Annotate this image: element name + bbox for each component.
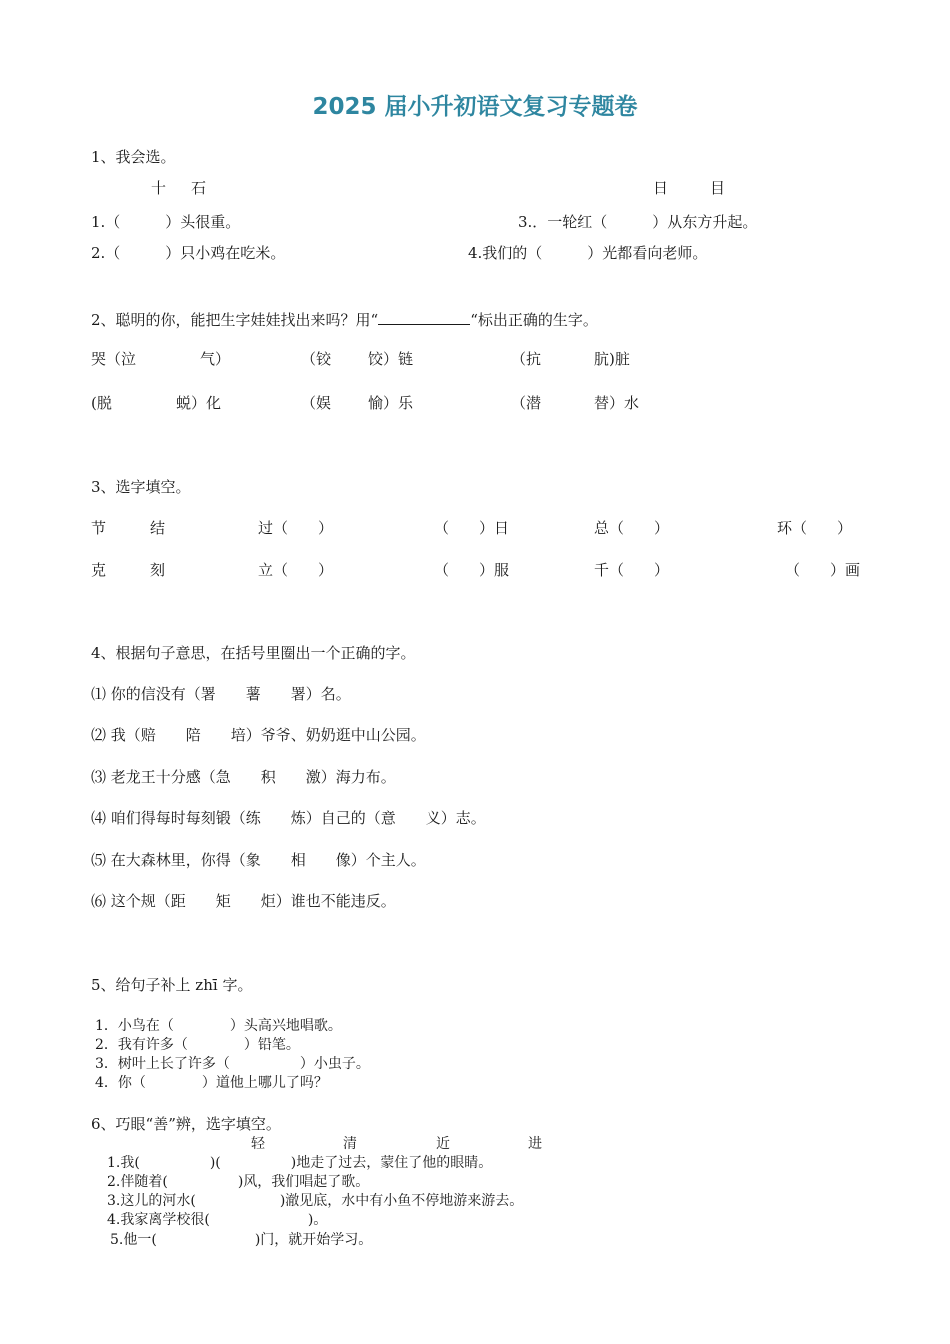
q6-heading: 6、巧眼“善”辨，选字填空。 bbox=[91, 1115, 281, 1133]
q3-blank: 总（ ） bbox=[594, 519, 670, 537]
q3-blank: 立（ ） bbox=[258, 561, 334, 579]
q5-heading: 5、给句子补上 zhī 字。 bbox=[91, 976, 253, 994]
q6-item: 5.他一( )门，就开始学习。 bbox=[110, 1232, 373, 1248]
q2-word: （潜 bbox=[511, 394, 542, 412]
q5-item: 1．小鸟在（ ）头高兴地唱歌。 bbox=[95, 1018, 342, 1034]
q4-item: ⑸ 在大森林里，你得（象 相 像）个主人。 bbox=[91, 851, 426, 869]
q2-word: 愉）乐 bbox=[368, 394, 414, 412]
q3-option: 克 bbox=[91, 561, 107, 579]
q1-heading: 1、我会选。 bbox=[91, 148, 176, 166]
q2-word: 哭（泣 bbox=[91, 350, 137, 368]
q1-option: 目 bbox=[710, 179, 726, 197]
q1-option: 石 bbox=[191, 179, 207, 197]
q5-item: 3．树叶上长了许多（ ）小虫子。 bbox=[95, 1056, 370, 1072]
q2-heading-post: “标出正确的生字。 bbox=[470, 311, 598, 329]
q3-heading: 3、选字填空。 bbox=[91, 478, 191, 496]
underline-mark bbox=[378, 310, 470, 325]
q2-word: 肮)脏 bbox=[594, 350, 630, 368]
q6-option: 清 bbox=[343, 1136, 357, 1152]
q2-heading bbox=[91, 310, 598, 328]
q6-item: 3.这儿的河水( )澈见底，水中有小鱼不停地游来游去。 bbox=[107, 1193, 524, 1209]
q3-blank: （ ）画 bbox=[785, 561, 861, 579]
q4-item: ⑶ 老龙王十分感（急 积 激）海力布。 bbox=[91, 768, 396, 786]
q3-blank: （ ）服 bbox=[434, 561, 510, 579]
q1-option: 十 bbox=[151, 179, 167, 197]
q2-word: 替）水 bbox=[594, 394, 640, 412]
q1-item: 1.（ ）头很重。 bbox=[91, 213, 241, 231]
q3-blank: 过（ ） bbox=[258, 519, 334, 537]
q6-item: 4.我家离学校很( )。 bbox=[107, 1212, 328, 1228]
q3-blank: 千（ ） bbox=[594, 561, 670, 579]
q2-word: (脱 bbox=[91, 394, 112, 412]
q3-option: 节 bbox=[91, 519, 107, 537]
q1-item: 3.．一轮红（ ）从东方升起。 bbox=[518, 213, 758, 231]
q2-word: （娱 bbox=[301, 394, 332, 412]
page-title: 2025 届小升初语文复习专题卷 bbox=[312, 94, 638, 120]
q2-word: 饺）链 bbox=[368, 350, 414, 368]
q6-item: 1.我( )( )地走了过去，蒙住了他的眼睛。 bbox=[107, 1155, 493, 1171]
q1-item: 2.（ ）只小鸡在吃米。 bbox=[91, 244, 286, 262]
q1-item: 4.我们的（ ）光都看向老师。 bbox=[468, 244, 708, 262]
q2-heading-pre: 2、聪明的你，能把生字娃娃找出来吗？用“ bbox=[91, 311, 379, 329]
q2-word: （抗 bbox=[511, 350, 542, 368]
q1-option: 日 bbox=[653, 179, 669, 197]
q2-word: （铰 bbox=[301, 350, 332, 368]
q6-option: 近 bbox=[436, 1136, 450, 1152]
q3-option: 刻 bbox=[150, 561, 166, 579]
q4-item: ⑵ 我（赔 陪 培）爷爷、奶奶逛中山公园。 bbox=[91, 726, 426, 744]
q4-item: ⑴ 你的信没有（署 薯 署）名。 bbox=[91, 685, 351, 703]
q3-blank: 环（ ） bbox=[777, 519, 853, 537]
q6-item: 2.伴随着( )风，我们唱起了歌。 bbox=[107, 1174, 370, 1190]
q4-item: ⑷ 咱们得每时每刻锻（练 炼）自己的（意 义）志。 bbox=[91, 809, 486, 827]
q2-word: 蜕）化 bbox=[176, 394, 222, 412]
q6-option: 轻 bbox=[251, 1136, 265, 1152]
q3-option: 结 bbox=[150, 519, 166, 537]
q5-item: 2．我有许多（ ）铅笔。 bbox=[95, 1037, 300, 1053]
q4-heading: 4、根据句子意思，在括号里圈出一个正确的字。 bbox=[91, 644, 416, 662]
q3-blank: （ ）日 bbox=[434, 519, 510, 537]
q5-item: 4．你（ ）道他上哪儿了吗？ bbox=[95, 1075, 328, 1091]
q2-word: 气） bbox=[200, 350, 231, 368]
q4-item: ⑹ 这个规（距 矩 炬）谁也不能违反。 bbox=[91, 892, 396, 910]
q6-option: 进 bbox=[528, 1136, 542, 1152]
